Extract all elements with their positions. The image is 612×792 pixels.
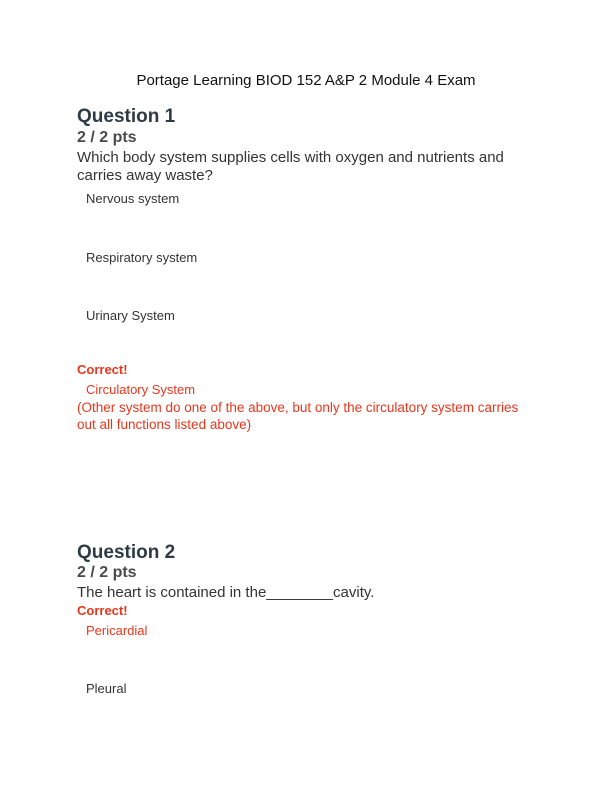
q1-answer-comment: (Other system do one of the above, but only the circulatory system carries out all functions listed above) <box>77 400 519 432</box>
q1-answer-nervous[interactable]: Nervous system <box>86 191 180 206</box>
question-1-heading: Question 1 <box>77 106 176 127</box>
question-1-points: 2 / 2 pts <box>77 129 137 146</box>
question-2-text: The heart is contained in the________cavity. <box>77 584 375 601</box>
page-title: Portage Learning BIOD 152 A&P 2 Module 4 Exam <box>136 72 476 89</box>
q1-answer-circulatory[interactable]: Circulatory System <box>86 382 196 397</box>
question-1-text: Which body system supplies cells with oxygen and nutrients and carries away waste? <box>77 149 504 184</box>
q2-answer-pleural[interactable]: Pleural <box>86 681 127 696</box>
q1-correct-label: Correct! <box>77 362 128 377</box>
q2-answer-pericardial[interactable]: Pericardial <box>86 623 148 638</box>
q1-answer-respiratory[interactable]: Respiratory system <box>86 250 198 265</box>
question-2-heading: Question 2 <box>77 542 176 563</box>
question-2-points: 2 / 2 pts <box>77 564 137 581</box>
q1-answer-urinary[interactable]: Urinary System <box>86 308 175 323</box>
q2-correct-label: Correct! <box>77 603 128 618</box>
